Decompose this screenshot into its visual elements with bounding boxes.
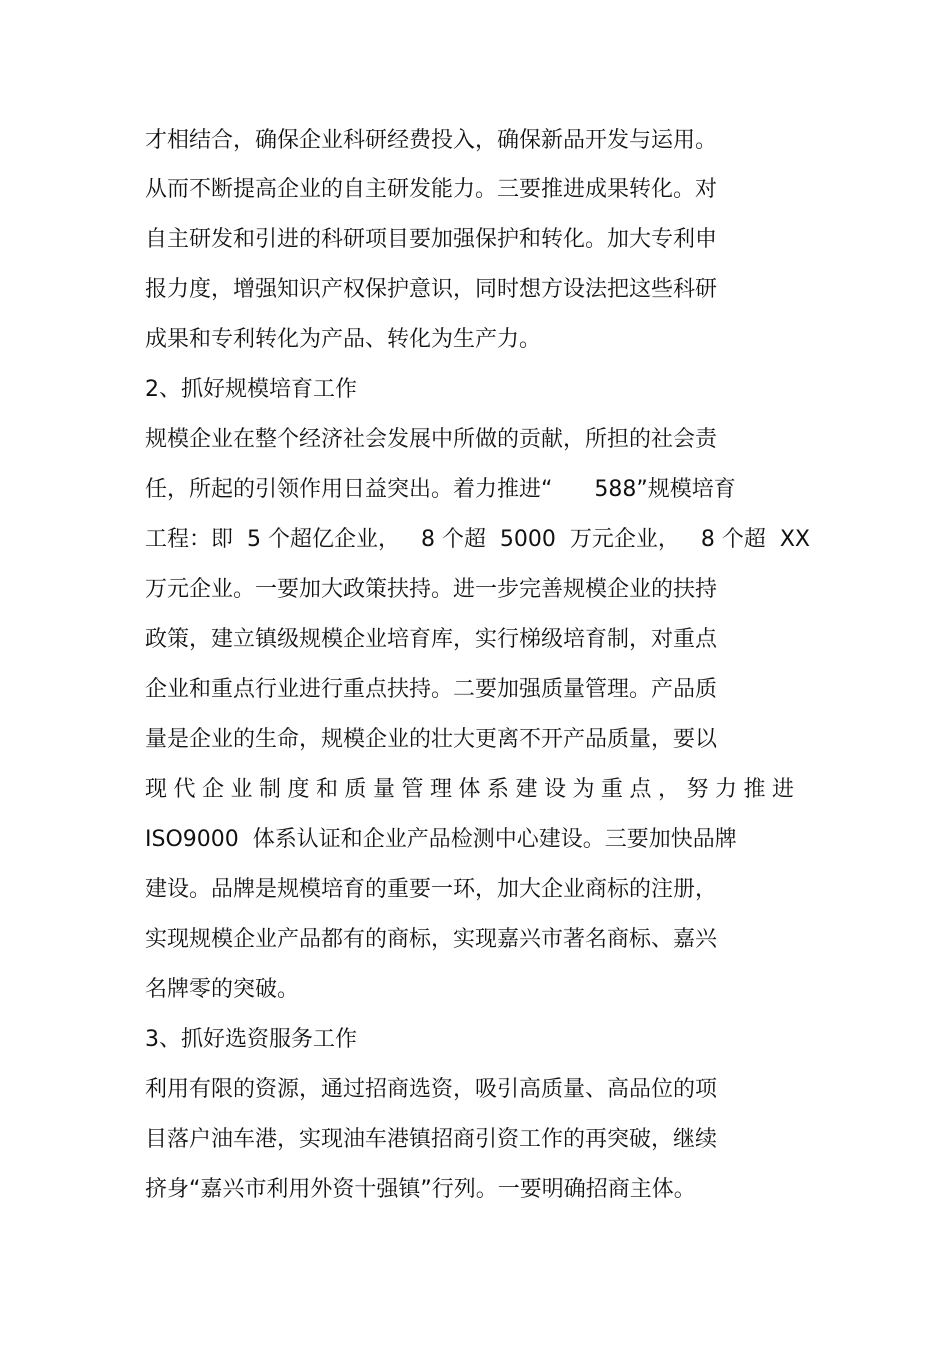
text-line: 任，所起的引领作用日益突出。着力推进“ 588”规模培育 [145,477,736,502]
text-line: 名牌零的突破。 [145,977,300,1002]
text-line: 利用有限的资源，通过招商选资，吸引高质量、高品位的项 [145,1077,718,1102]
text-line: 规模企业在整个经济社会发展中所做的贡献，所担的社会责 [145,427,718,452]
text-line: 实现规模企业产品都有的商标，实现嘉兴市著名商标、嘉兴 [145,927,718,952]
text-line: 报力度，增强知识产权保护意识，同时想方设法把这些科研 [145,277,718,302]
text-line: 从而不断提高企业的自主研发能力。三要推进成果转化。对 [145,177,718,202]
text-line: 才相结合，确保企业科研经费投入，确保新品开发与运用。 [145,128,718,153]
text-line: 量是企业的生命，规模企业的壮大更离不开产品质量，要以 [145,727,718,752]
text-line: 自主研发和引进的科研项目要加强保护和转化。加大专利申 [145,227,718,252]
text-line: 成果和专利转化为产品、转化为生产力。 [145,327,542,352]
text-line: 万元企业。一要加大政策扶持。进一步完善规模企业的扶持 [145,577,718,602]
section-heading: 3、抓好选资服务工作 [145,1027,357,1052]
section-heading: 2、抓好规模培育工作 [145,377,357,402]
text-line: 目落户油车港，实现油车港镇招商引资工作的再突破，继续 [145,1127,718,1152]
text-line: 挤身“嘉兴市利用外资十强镇”行列。一要明确招商主体。 [145,1177,696,1202]
text-line: 建设。品牌是规模培育的重要一环，加大企业商标的注册， [145,877,718,902]
text-line: ISO9000 体系认证和企业产品检测中心建设。三要加快品牌 [145,827,737,852]
text-line: 企业和重点行业进行重点扶持。二要加强质量管理。产品质 [145,677,718,702]
text-line: 政策，建立镇级规模企业培育库，实行梯级培育制，对重点 [145,627,718,652]
text-line: 现代企业制度和质量管理体系建设为重点，努力推进 [145,777,801,802]
text-line: 工程：即 5 个超亿企业， 8 个超 5000 万元企业， 8 个超 XX [145,527,811,552]
